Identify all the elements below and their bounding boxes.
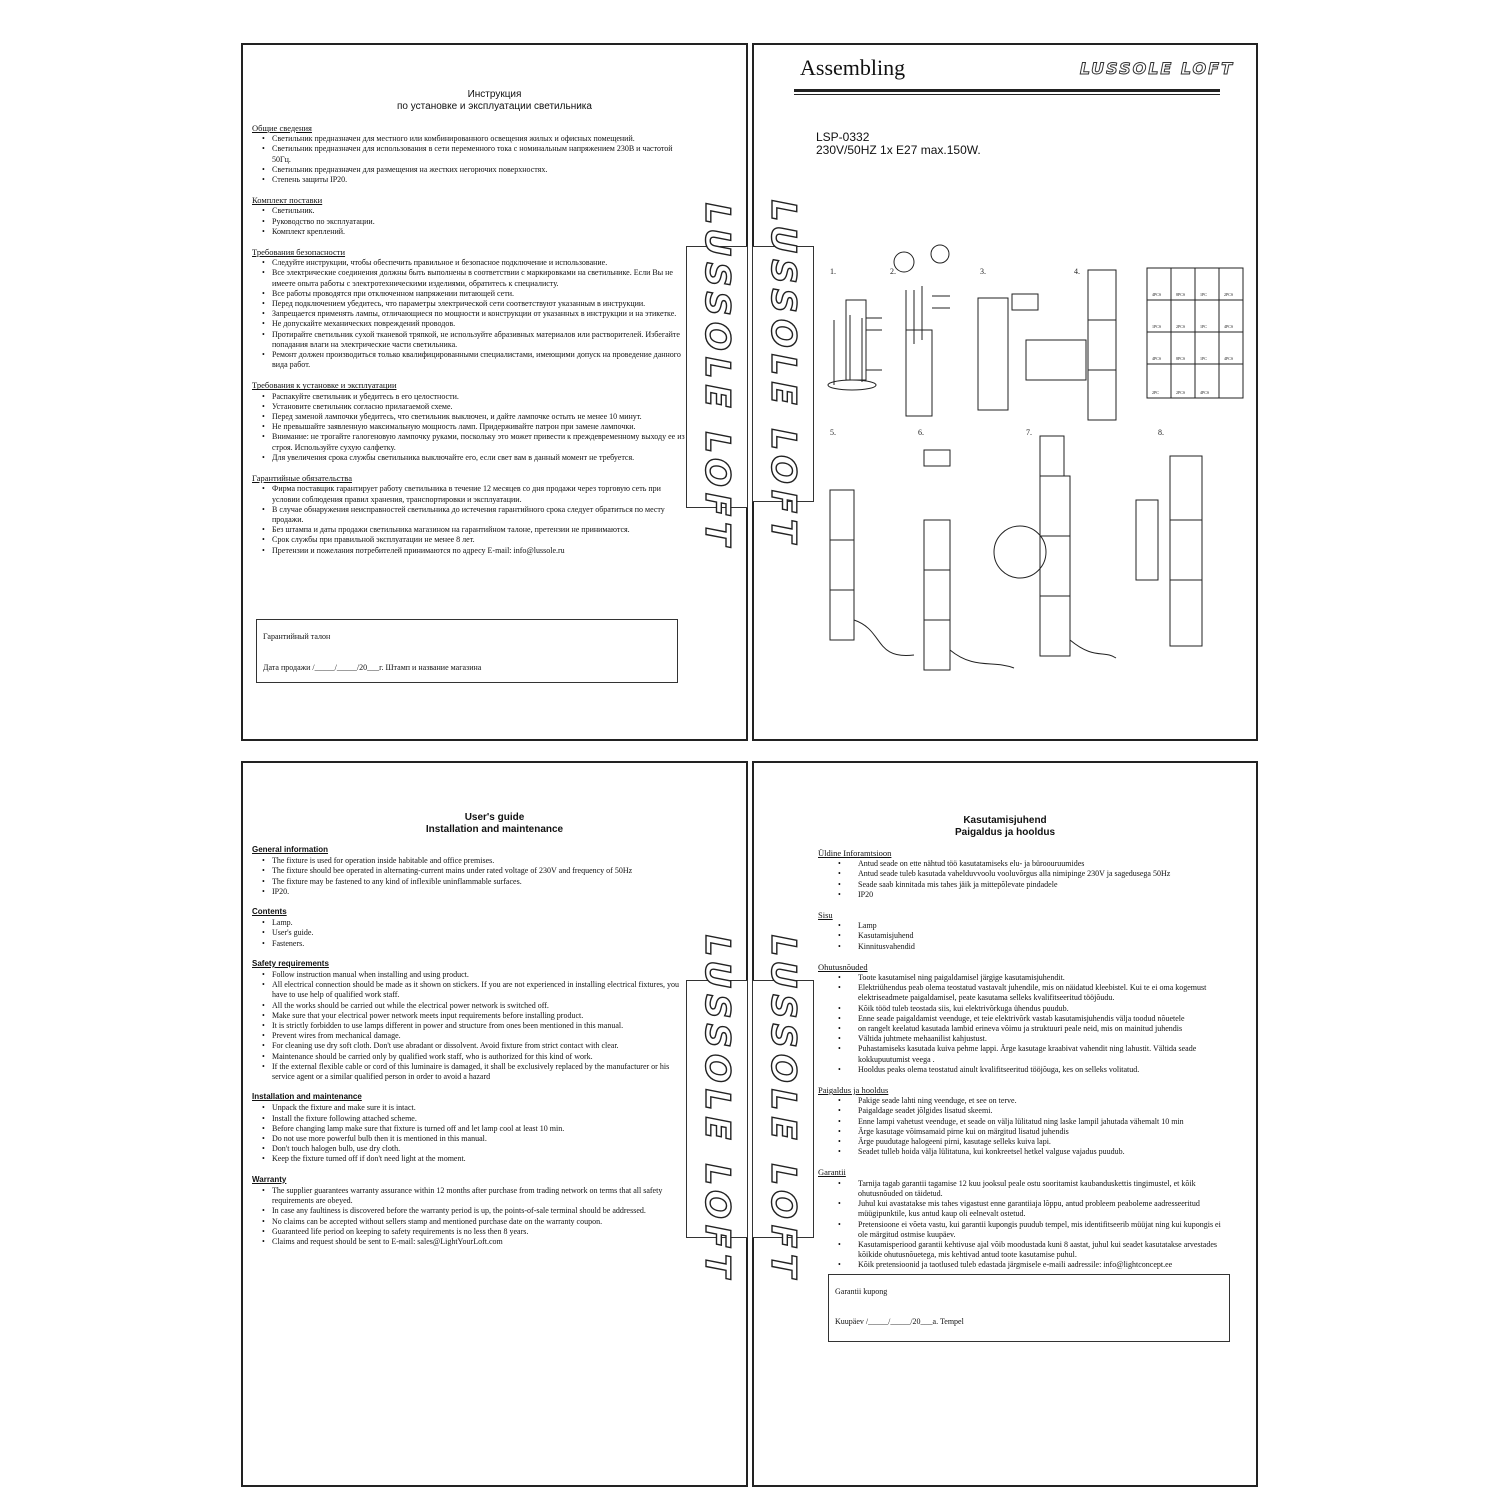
part-quantity-label: 1PCS <box>1152 324 1162 329</box>
et-section-heading: Paigaldus ja hooldus <box>818 1085 889 1096</box>
en-section-list <box>252 1103 690 1164</box>
step-label-8: 8. <box>1158 428 1164 437</box>
et-warranty-coupon <box>828 1274 1230 1342</box>
et-title: Kasutamisjuhend <box>963 815 1047 826</box>
list-item: • Follow instruction manual when installing and using product. <box>262 970 690 980</box>
en-section-list <box>252 918 690 949</box>
model-number: LSP-0332 <box>816 130 870 144</box>
en-section-heading: Warranty <box>252 1174 287 1184</box>
list-item: • Протирайте светильник сухой тканевой тряпкой, не используйте абразивных материалов или растворителей. Избегайте попадания влаги на электрические части светильника. <box>262 330 690 350</box>
list-item: • Ремонт должен производиться только квалифицированными специалистами, имеющими допуск на проведение данного вида работ. <box>262 350 690 370</box>
et-section-heading: Üldine Inforamtsioon <box>818 848 892 858</box>
list-item: • Claims and request should be sent to E-mail: sales@LightYourLoft.com <box>262 1237 690 1247</box>
list-item: • Fasteners. <box>262 939 690 949</box>
step-label-7: 7. <box>1026 428 1032 437</box>
page-assembling <box>752 43 1258 741</box>
part-quantity-label: 2PC <box>1152 390 1159 395</box>
list-item: • Следуйте инструкции, чтобы обеспечить правильное и безопасное подключение и использование. <box>262 258 690 268</box>
list-item: • Pretensioone ei võeta vastu, kui garantii kupongis puudub tempel, mis identifitseerib müüjat ning kui kupongis ei ole märgitud ostmise kuupäev. <box>828 1220 1228 1240</box>
list-item: • Kõik pretensioonid ja taotlused tuleb edastada järgmisele e-maili aadressile: info@lightconcept.ee <box>828 1260 1228 1270</box>
list-item: • Претензии и пожелания потребителей принимаются по адресу E-mail: info@lussole.ru <box>262 546 690 556</box>
list-item: • Enne seade paigaldamist veenduge, et teie elektrivõrk vastab kasutamisjuhendis välja toodud nõuetele <box>828 1014 1228 1024</box>
list-item: • Все электрические соединения должны быть выполнены в соответствии с маркировками на светильнике. Если Вы не имеете опыта работы с электротехническими изделиями, обратитесь к специалисту. <box>262 268 690 288</box>
step-label-3: 3. <box>980 267 986 276</box>
list-item: • Светильник предназначен для размещения на жестких негорючих поверхностях. <box>262 165 690 175</box>
list-item: • Светильник. <box>262 206 690 216</box>
part-quantity-label: 4PCS <box>1152 356 1162 361</box>
list-item: • Не допускайте механических повреждений проводов. <box>262 319 690 329</box>
list-item: • User's guide. <box>262 928 690 938</box>
list-item: • Enne lampi vahetust veenduge, et seade on välja lülitatud ning laske lampil jahutada vähemalt 10 min <box>828 1117 1228 1127</box>
list-item: • Paigaldage seadet jõlgides lisatud skeemi. <box>828 1106 1228 1116</box>
list-item: • Elektriühendus peab olema teostatud vastavalt juhendile, mis on näidatud kleebistel. Kui te ei oma kogemust elektriseadmete paigaldamisel, peate kasutama selleks kvalifitseeritud tööjõudu. <box>828 983 1228 1003</box>
list-item: • Before changing lamp make sure that fixture is turned off and let lamp cool at least 10 min. <box>262 1124 690 1134</box>
et-section-heading: Garantii <box>818 1167 846 1178</box>
step-3-drawing <box>978 294 1086 410</box>
et-section-heading: Sisu <box>818 910 833 921</box>
part-quantity-label: 2PCS <box>1176 390 1186 395</box>
model-spec: 230V/50HZ 1x E27 max.150W. <box>816 143 981 157</box>
en-subtitle: Installation and maintenance <box>425 824 564 835</box>
list-item: • Светильник предназначен для местного или комбинированного освещения жилых и офисных помещений. <box>262 134 690 144</box>
list-item: • Руководство по эксплуатации. <box>262 217 690 227</box>
list-item: • For cleaning use dry soft cloth. Don't use abradant or dissolvent. Avoid fixture from strict contact with clear. <box>262 1041 690 1051</box>
en-section-list <box>252 970 690 1082</box>
list-item: • Распакуйте светильник и убедитесь в его целостности. <box>262 392 690 402</box>
lussole-logo: LUSSOLE LOFT <box>697 202 737 552</box>
list-item: • The fixture may be fastened to any kind of inflexible uninflammable surfaces. <box>262 877 690 887</box>
en-section-heading: General information <box>252 845 329 854</box>
part-quantity-label: 4PCS <box>1224 356 1234 361</box>
list-item: • Do not use more powerful bulb then it is mentioned in this manual. <box>262 1134 690 1144</box>
list-item: • Не превышайте заявленную максимальную мощность ламп. Придерживайте патрон при замене лампочки. <box>262 422 690 432</box>
list-item: • Фирма поставщик гарантирует работу светильника в течение 12 месяцев со дня продажи через торговую сеть при условии соблюдения правил хранения, транспортировки и эксплуатации. <box>262 484 690 504</box>
list-item: • Toote kasutamisel ning paigaldamisel järgige kasutamisjuhendit. <box>828 973 1228 983</box>
logo-strip-bottom-left <box>686 934 748 1284</box>
ru-warranty-coupon <box>256 619 678 683</box>
list-item: • Maintenance should be carried only by qualified work staff, who is authorized for this kind of work. <box>262 1052 690 1062</box>
lussole-logo: LUSSOLE LOFT <box>763 199 803 549</box>
step-label-4: 4. <box>1074 267 1080 276</box>
en-title: User's guide <box>464 812 525 823</box>
et-section-list <box>818 973 1228 1075</box>
page-estonian-guide <box>752 761 1258 1487</box>
parts-grid <box>1147 268 1243 398</box>
et-section-list <box>818 921 1228 952</box>
part-quantity-label: 4PCS <box>1224 324 1234 329</box>
list-item: • Установите светильник согласно прилагаемой схеме. <box>262 402 690 412</box>
en-section-heading: Installation and maintenance <box>252 1092 362 1102</box>
list-item: • Kõik tööd tuleb teostada siis, kui elektrivõrkuga ühendus puudub. <box>828 1004 1228 1014</box>
list-item: • IP20 <box>828 890 1228 900</box>
et-coupon-title: Garantii kupong <box>835 1287 888 1296</box>
ru-subtitle: по установке и эксплуатации светильника <box>397 101 592 112</box>
list-item: • The fixture is used for operation inside habitable and office premises. <box>262 856 690 866</box>
step-label-6: 6. <box>918 428 924 437</box>
et-subtitle: Paigaldus ja hooldus <box>954 827 1055 838</box>
part-quantity-label: 1PC <box>1200 356 1207 361</box>
list-item: • Степень защиты IP20. <box>262 175 690 185</box>
ru-section-heading: Гарантийные обязательства <box>252 473 352 484</box>
list-item: • Don't touch halogen bulb, use dry cloth. <box>262 1144 690 1154</box>
et-body <box>818 848 1228 1281</box>
en-section-heading: Contents <box>252 907 287 917</box>
ru-coupon-title: Гарантийный талон <box>263 632 331 641</box>
list-item: • Ärge kasutage võimsamaid pirne kui on märgitud lisatud juhendis <box>828 1127 1228 1137</box>
brand-logo: LUSSOLE LOFT <box>1079 59 1234 78</box>
part-quantity-label: 1PC <box>1200 324 1207 329</box>
list-item: • In case any faultiness is discovered before the warranty period is up, the points-of-sale terminal should be addressed. <box>262 1206 690 1216</box>
list-item: • Срок службы при правильной эксплуатации не менее 8 лет. <box>262 535 690 545</box>
list-item: • Внимание: не трогайте галогеновую лампочку руками, поскольку это может привести к преждевременному выходу ее из строя. Используйте сухую салфетку. <box>262 432 690 452</box>
part-quantity-label: 4PCS <box>1200 390 1210 395</box>
list-item: • Vältida juhtmete mehaanilist kahjustust. <box>828 1034 1228 1044</box>
list-item: • on rangelt keelatud kasutada lambid erineva võimu ja struktuuri peale neid, mis on mainitud juhendis <box>828 1024 1228 1034</box>
page-russian-instructions <box>241 43 748 741</box>
list-item: • Puhastamiseks kasutada kuiva pehme lappi. Ärge kasutage kraabivat vahendit ning lahustit. Vältida seade kokkupuutumist veega . <box>828 1044 1228 1064</box>
step-label-1: 1. <box>830 267 836 276</box>
list-item: • Install the fixture following attached scheme. <box>262 1114 690 1124</box>
ru-section-heading: Требования безопасности <box>252 247 346 258</box>
part-quantity-label: 8PCS <box>1176 356 1186 361</box>
list-item: • Keep the fixture turned off if don't need light at the moment. <box>262 1154 690 1164</box>
list-item: • Prevent wires from mechanical damage. <box>262 1031 690 1041</box>
step-8-drawing <box>1136 456 1202 646</box>
list-item: • Antud seade tuleb kasutada vahelduvvoolu vooluvõrgus alla nimipinge 230V ja sagedusega 50Hz <box>828 869 1228 879</box>
list-item: • Перед заменой лампочки убедитесь, что светильник выключен, и дайте лампочке остыть не менее 10 минут. <box>262 412 690 422</box>
step-label-5: 5. <box>830 428 836 437</box>
list-item: • The supplier guarantees warranty assurance within 12 months after purchase from trading network on terms that all safety requirements are obeyed. <box>262 1186 690 1206</box>
list-item: • No claims can be accepted without sellers stamp and mentioned purchase date on the warranty coupon. <box>262 1217 690 1227</box>
part-quantity-label: 1PC <box>1200 292 1207 297</box>
et-section-list <box>818 859 1228 900</box>
step-7-drawing <box>994 436 1116 658</box>
ru-section-heading: Требования к установке и эксплуатации <box>252 380 397 391</box>
header-rule <box>794 89 1220 92</box>
list-item: • Antud seade on ette nähtud töö kasutatamiseks elu- ja büroouruumides <box>828 859 1228 869</box>
assembly-diagram <box>754 240 1256 700</box>
en-section-list <box>252 1186 690 1247</box>
list-item: • Без штампа и даты продажи светильника магазином на гарантийном талоне, претензии не принимаются. <box>262 525 690 535</box>
part-quantity-label: 8PCS <box>1176 292 1186 297</box>
ru-section-list <box>252 134 690 185</box>
page-english-guide <box>241 761 748 1487</box>
list-item: • Kasutamisperiood garantii kehtivuse ajal võib moodustada kuni 8 aastat, juhul kui seadet kasutatakse arvestades kõikide ohutusnõuetega, mis kehtivad antud toote kasutamise puhul. <box>828 1240 1228 1260</box>
logo-strip-top-right <box>752 199 814 549</box>
list-item: • Kinnitusvahendid <box>828 942 1228 952</box>
assembling-title: Assembling <box>800 55 906 80</box>
list-item: • Ärge puudutage halogeeni pirni, kasutage selleks kuiva lapi. <box>828 1137 1228 1147</box>
ru-section-heading: Комплект поставки <box>252 195 323 206</box>
list-item: • Запрещается применять лампы, отличающиеся по мощности и конструкции от указанных в инструкции и на этикетке. <box>262 309 690 319</box>
part-quantity-label: 2PCS <box>1176 324 1186 329</box>
list-item: • Seadet tulleb hoida välja lülitatuna, kui konkreetsel hetkel valguse vajadus puudub. <box>828 1147 1228 1157</box>
step-label-2: 2. <box>890 267 896 276</box>
model-info <box>816 131 981 157</box>
list-item: • В случае обнаружения неисправностей светильника до истечения гарантийного срока следует обратиться по месту продажи. <box>262 505 690 525</box>
ru-section-list <box>252 484 690 555</box>
list-item: • Все работы проводятся при отключенном напряжении питающей сети. <box>262 289 690 299</box>
list-item: • Для увеличения срока службы светильника выключайте его, если свет вам в данный момент не требуется. <box>262 453 690 463</box>
en-section-heading: Safety requirements <box>252 958 329 968</box>
list-item: • Juhul kui avastatakse mis tahes vigastust enne garantiiaja lõppu, antud probleem peaboleme aadresseeritud müügipunktile, kus antud kaup oli eelnevalt ostetud. <box>828 1199 1228 1219</box>
logo-strip-bottom-right <box>752 934 814 1284</box>
list-item: • Make sure that your electrical power network meets input requirements before installing product. <box>262 1011 690 1021</box>
ru-section-list <box>252 392 690 463</box>
list-item: • Pakige seade lahti ning veenduge, et see on terve. <box>828 1096 1228 1106</box>
list-item: • Комплект креплений. <box>262 227 690 237</box>
et-coupon-line: Kuupäev /_____/_____/20___a. Tempel <box>835 1317 964 1326</box>
list-item: • Tarnija tagab garantii tagamise 12 kuu jooksul peale ostu sooritamist kaubanduskettis tingimustel, et kõik ohutusnõuded on täidetud. <box>828 1179 1228 1199</box>
et-section-heading: Ohutusnõuded <box>818 961 868 972</box>
list-item: • The fixture should bee operated in alternating-current mains under rated voltage of 230V and frequency of 50Hz <box>262 866 690 876</box>
ru-section-list <box>252 258 690 370</box>
ru-body <box>252 123 690 566</box>
header-rule-thin <box>794 94 1220 95</box>
list-item: • All the works should be carried out while the electrical power network is switched off. <box>262 1001 690 1011</box>
list-item: • It is strictly forbidden to use lamps different in power and structure from ones been mentioned in this manual. <box>262 1021 690 1031</box>
list-item: • Lamp <box>828 921 1228 931</box>
list-item: • Seade saab kinnitada mis tahes jäik ja mittepõlevate pindadele <box>828 880 1228 890</box>
et-section-list <box>818 1096 1228 1157</box>
lussole-logo: LUSSOLE LOFT <box>763 934 803 1284</box>
step-6-drawing <box>924 450 1014 670</box>
step-1-drawing <box>828 300 882 390</box>
ru-section-heading: Общие сведения <box>252 123 312 133</box>
list-item: • Guaranteed life period on keeping to safety requirements is no less then 8 years. <box>262 1227 690 1237</box>
list-item: • IP20. <box>262 887 690 897</box>
en-section-list <box>252 856 690 897</box>
list-item: • If the external flexible cable or cord of this luminaire is damaged, it shall be exclusively replaced by the manufacturer or his service agent or a similar qualified person in order to avoid a hazard <box>262 1062 690 1082</box>
et-section-list <box>818 1179 1228 1271</box>
list-item: • Hooldus peaks olema teostatud ainult kvalifitseeritud tööjõuga, kes on selleks volitatud. <box>828 1065 1228 1075</box>
logo-strip-top-left <box>686 202 748 552</box>
step-5-drawing <box>830 490 914 656</box>
list-item: • Unpack the fixture and make sure it is intact. <box>262 1103 690 1113</box>
list-item: • Lamp. <box>262 918 690 928</box>
en-body <box>252 845 690 1257</box>
list-item: • All electrical connection should be made as it shown on stickers. If you are not experienced in installing electrical fixtures, you have to use help of qualified work staff. <box>262 980 690 1000</box>
list-item: • Светильник предназначен для использования в сети переменного тока с номинальным напряжением 230В и частотой 50Гц. <box>262 144 690 164</box>
list-item: • Перед подключением убедитесь, что параметры электрической сети соответствуют указанным в инструкции. <box>262 299 690 309</box>
step-2-drawing <box>894 245 950 416</box>
list-item: • Kasutamisjuhend <box>828 931 1228 941</box>
part-quantity-label: 2PCS <box>1224 292 1234 297</box>
ru-section-list <box>252 206 690 237</box>
step-4-drawing <box>1088 270 1116 420</box>
ru-coupon-line: Дата продажи /_____/_____/20___г. Штамп и название магазина <box>263 663 482 672</box>
ru-title: Инструкция <box>467 89 522 100</box>
part-quantity-label: 4PCS <box>1152 292 1162 297</box>
lussole-logo: LUSSOLE LOFT <box>697 934 737 1284</box>
